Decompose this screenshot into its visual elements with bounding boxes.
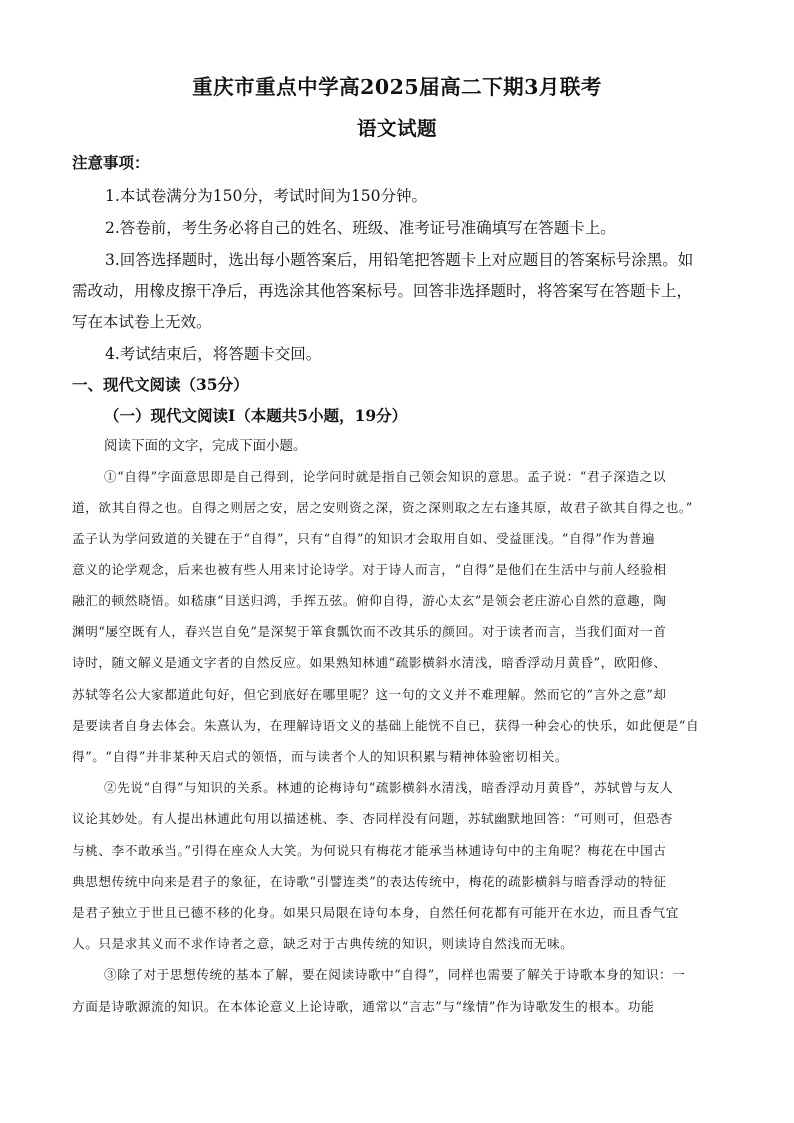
section-heading: 一、现代文阅读（35分） [72,375,249,394]
subsection-heading: （一）现代文阅读Ⅰ（本题共5小题，19分） [104,406,408,425]
notice-line: 需改动，用橡皮擦干净后，再选涂其他答案标号。回答非选择题时，将答案写在答题卡上， [72,282,693,300]
notice-line: 4.考试结束后，将答题卡交回。 [105,345,322,363]
passage-line: 是要读者自身去体会。朱熹认为，在理解诗语文义的基础上能恍不自已，获得一种会心的快乐，如此便是“自 [72,718,700,733]
passage-line: 道，欲其自得之也。自得之则居之安，居之安则资之深，资之深则取之左右逢其原，故君子欲其自得之也。” [72,500,693,515]
notice-heading: 注意事项： [72,153,150,172]
passage-line: ①“自得”字面意思即是自己得到，论学问时就是指自己领会知识的意思。孟子说：“君子深造之以 [104,469,667,484]
notice-line: 2.答卷前，考生务必将自己的姓名、班级、准考证号准确填写在答题卡上。 [105,219,616,237]
passage-line: 是君子独立于世且已德不移的化身。如果只局限在诗句本身，自然任何花都有可能开在水边，而且香气宜 [72,905,679,920]
passage-line: 意义的论学观念，后来也被有些人用来讨论诗学。对于诗人而言，“自得”是他们在生活中与前人经验相 [72,562,667,577]
passage-line: 诗时，随文解义是通文字者的自然反应。如果熟知林逋“疏影横斜水清浅，暗香浮动月黄昏”，欧阳修、 [72,655,667,670]
notice-line: 写在本试卷上无效。 [72,313,212,331]
passage-line: 得”。“自得”并非某种天启式的领悟，而与读者个人的知识积累与精神体验密切相关。 [72,749,569,764]
exam-title: 重庆市重点中学高2025届高二下期3月联考 [192,75,602,99]
passage-line: 渊明“屡空既有人，春兴岂自免”是深契于箪食瓢饮而不改其乐的颜回。对于读者而言，当我们面对一首 [72,624,667,639]
passage-line: 议论其妙处。有人提出林逋此句用以描述桃、李、杏同样没有问题，苏轼幽默地回答：“可则可，但恐杏 [72,811,673,826]
notice-line: 1.本试卷满分为150分，考试时间为150分钟。 [105,187,427,205]
passage-line: 苏轼等名公大家都道此句好，但它到底好在哪里呢？这一句的文义并不难理解。然而它的“言外之意”却 [72,687,667,702]
passage-line: ③除了对于思想传统的基本了解，要在阅读诗歌中“自得”，同样也需要了解关于诗歌本身的知识：一 [104,967,686,982]
passage-line: 方面是诗歌源流的知识。在本体论意义上论诗歌，通常以“言志”与“缘情”作为诗歌发生的根本。功能 [72,999,655,1014]
exam-subtitle: 语文试题 [356,117,437,140]
reading-instruction: 阅读下面的文字，完成下面小题。 [104,438,307,454]
passage-line: 孟子认为学问致道的关键在于“自得”，只有“自得”的知识才会取用自如、受益匪浅。“自得”作为普遍 [72,531,656,546]
passage-line: 与桃、李不敢承当。”引得在座众人大笑。为何说只有梅花才能承当林逋诗句中的主角呢？梅花在中国古 [72,843,667,858]
passage-line: 典思想传统中向来是君子的象征，在诗歌“引譬连类”的表达传统中，梅花的疏影横斜与暗香浮动的特征 [72,874,667,889]
passage-line: ②先说“自得”与知识的关系。林逋的论梅诗句“疏影横斜水清浅，暗香浮动月黄昏”，苏轼曾与友人 [104,780,674,795]
passage-line: 人。只是求其义而不求作诗者之意，缺乏对于古典传统的知识，则读诗自然浅而无味。 [72,936,574,951]
passage-line: 融汇的顿然晓悟。如嵇康“目送归鸿，手挥五弦。俯仰自得，游心太玄”是领会老庄游心自然的意趣，陶 [72,593,667,608]
notice-line: 3.回答选择题时，选出每小题答案后，用铅笔把答题卡上对应题目的答案标号涂黑。如 [105,251,694,269]
